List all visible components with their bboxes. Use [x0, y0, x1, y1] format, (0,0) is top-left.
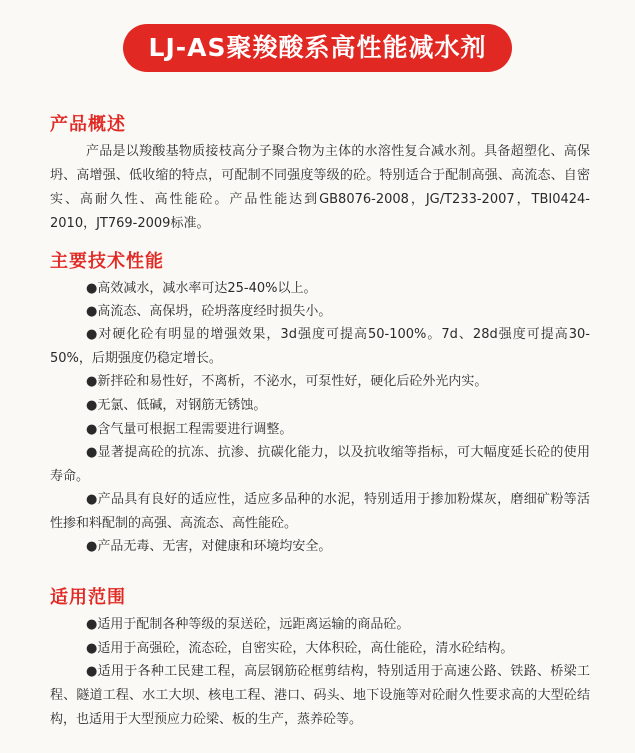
page-title: LJ-AS聚羧酸系高性能减水剂 — [123, 24, 513, 72]
performance-item-1: ●高效减水，减水率可达25-40%以上。 — [86, 281, 317, 296]
performance-item-6: ●含气量可根据工程需要进行调整。 — [86, 422, 293, 437]
scope-item-2: ●适用于高强砼，流态砼，自密实砼，大体积砼，高仕能砼，清水砼结构。 — [86, 641, 514, 656]
performance-item-4: ●新拌砼和易性好，不离析，不泌水，可泵性好，硬化后砼外光内实。 — [86, 374, 488, 389]
title-banner — [0, 24, 635, 72]
overview-text: 产品是以羧酸基物质接枝高分子聚合物为主体的水溶性复合减水剂。具备超塑化、高保坍、高增强、低收缩的特点，可配制不同强度等级的砼。特别适合于配制高强、高流态、自密实、高耐久性、高性能砼。产品性能达到GB8076-2008，JG/T233-2007，TBI0424-2010，JT769-2009标准。 — [50, 144, 590, 231]
scope-item-1: ●适用于配制各种等级的泵送砼，远距离运输的商品砼。 — [86, 617, 410, 632]
performance-item-8: ●产品具有良好的适应性，适应多品种的水泥，特别适用于掺加粉煤灰，磨细矿粉等活性掺和料配制的高强、高流态、高性能砼。 — [50, 492, 590, 531]
scope-item-3: ●适用于各种工民建工程，高层钢筋砼框剪结构，特别适用于高速公路、铁路、桥梁工程、隧道工程、水工大坝、核电工程、港口、码头、地下设施等对砼耐久性要求高的大型砼结构，也适用于大型预应力砼梁、板的生产，蒸养砼等。 — [50, 664, 590, 727]
performance-item-5: ●无氯、低碱，对钢筋无锈蚀。 — [86, 398, 267, 413]
overview-heading: 产品概述 — [50, 114, 126, 135]
performance-item-2: ●高流态、高保坍，砼坍落度经时损失小。 — [86, 304, 332, 319]
performance-item-3: ●对硬化砼有明显的增强效果，3d强度可提高50-100%。7d、28d强度可提高30-50%，后期强度仍稳定增长。 — [50, 327, 590, 366]
scope-heading: 适用范围 — [50, 587, 126, 608]
performance-item-9: ●产品无毒、无害，对健康和环境均安全。 — [86, 539, 332, 554]
performance-heading: 主要技术性能 — [50, 251, 164, 272]
performance-item-7: ●显著提高砼的抗冻、抗渗、抗碳化能力，以及抗收缩等指标，可大幅度延长砼的使用寿命。 — [50, 445, 590, 484]
